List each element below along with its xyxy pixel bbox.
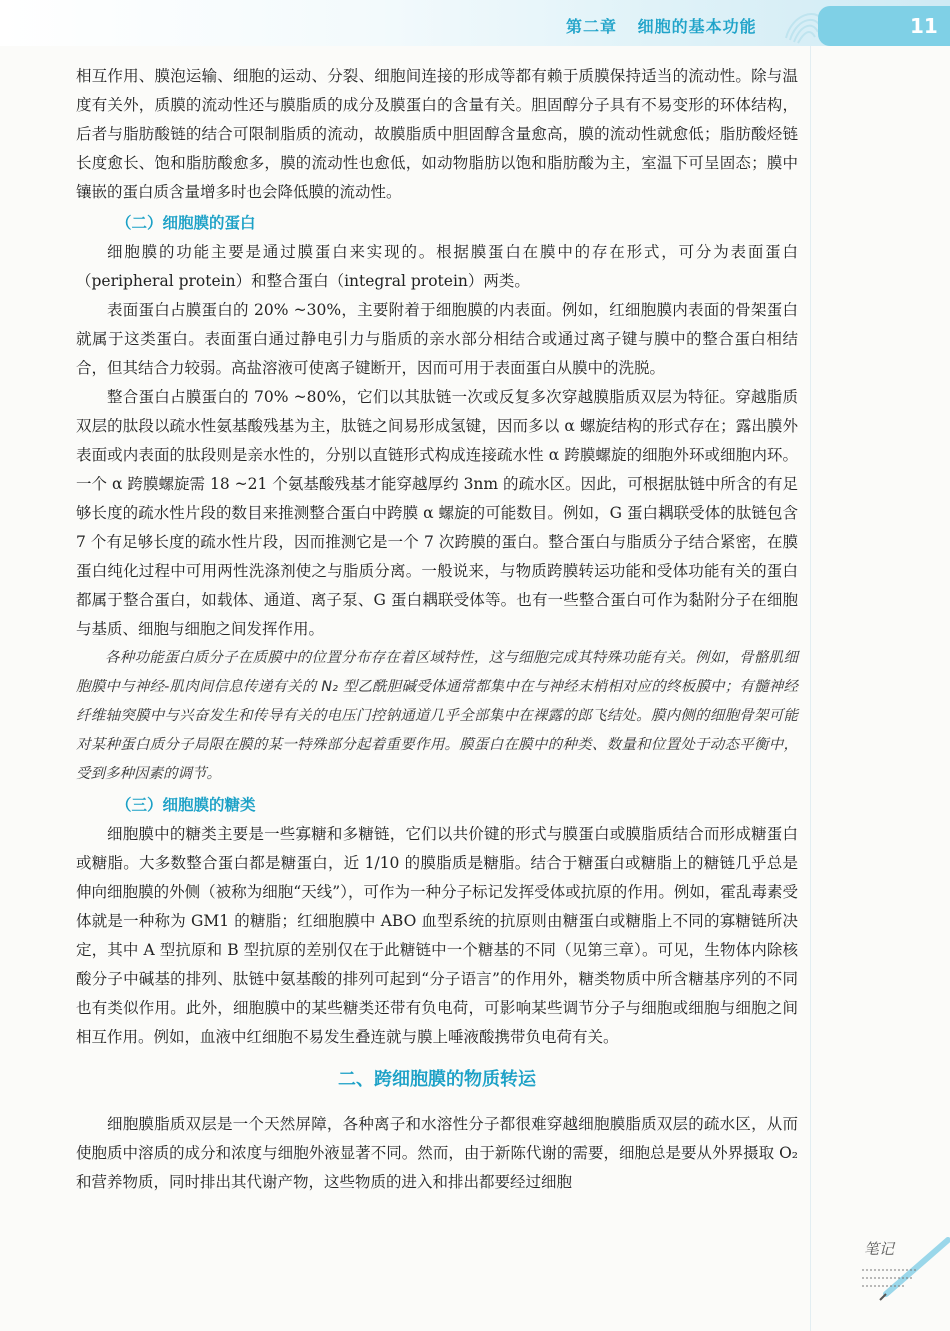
margin-divider (810, 46, 811, 1331)
chapter-header (566, 14, 757, 37)
notes-margin (856, 1232, 950, 1312)
chapter-title: 细胞的基本功能 (637, 17, 757, 36)
note-paragraph: 各种功能蛋白质分子在质膜中的位置分布存在着区域特性，这与细胞完成其特殊功能有关。例如，骨骼肌细胞膜中与神经-肌肉间信息传递有关的 N₂ 型乙酰胆碱受体通常都集中在与神经末梢相对应的终板膜中；有髓神经纤维轴突膜中与兴奋发生和传导有关的电压门控钠通道几乎全部集中在裸露的郎飞结处。膜内侧的细胞骨架可能对某种蛋白质分子局限在膜的某一特殊部分起着重要作用。膜蛋白在膜中的种类、数量和位置处于动态平衡中，受到多种因素的调节。 (76, 650, 798, 782)
page-number-badge: 11 (818, 6, 950, 46)
paragraph: 细胞膜脂质双层是一个天然屏障，各种离子和水溶性分子都很难穿越细胞膜脂质双层的疏水区，从而使胞质中溶质的成分和浓度与细胞外液显著不同。然而，由于新陈代谢的需要，细胞总是要从外界摄取 O₂ 和营养物质，同时排出其代谢产物，这些物质的进入和排出都要经过细胞 (76, 1115, 798, 1191)
subsection-heading-proteins: （二）细胞膜的蛋白 (116, 214, 256, 232)
paragraph: 细胞膜中的糖类主要是一些寡糖和多糖链，它们以共价键的形式与膜蛋白或膜脂质结合而形成糖蛋白或糖脂。大多数整合蛋白都是糖蛋白，近 1/10 的膜脂质是糖脂。结合于糖蛋白或糖脂上的糖链几乎总是伸向细胞膜的外侧（被称为细胞“天线”），可作为一种分子标记发挥受体或抗原的作用。例如，霍乱毒素受体就是一种称为 GM1 的糖脂；红细胞膜中 ABO 血型系统的抗原则由糖蛋白或糖脂上不同的寡糖链所决定，其中 A 型抗原和 B 型抗原的差别仅在于此糖链中一个糖基的不同（见第三章）。可见，生物体内除核酸分子中碱基的排列、肽链中氨基酸的排列可起到“分子语言”的作用外，糖类物质中所含糖基序列的不同也有类似作用。此外，细胞膜中的某些糖类还带有负电荷，可影响某些调节分子与细胞或细胞与细胞之间相互作用。例如，血液中红细胞不易发生叠连就与膜上唾液酸携带负电荷有关。 (76, 825, 798, 1046)
paragraph: 细胞膜的功能主要是通过膜蛋白来实现的。根据膜蛋白在膜中的存在形式，可分为表面蛋白（peripheral protein）和整合蛋白（integral protein）两类。 (76, 243, 798, 290)
notes-label: 笔记 (864, 1240, 895, 1258)
paragraph: 整合蛋白占膜蛋白的 70% ~80%，它们以其肽链一次或反复多次穿越膜脂质双层为特征。穿越脂质双层的肽段以疏水性氨基酸残基为主，肽链之间易形成氢键，因而多以 α 螺旋结构的形式存在；露出膜外表面或内表面的肽段则是亲水性的，分别以直链形式构成连接疏水性 α 跨膜螺旋的细胞外环或细胞内环。一个 α 跨膜螺旋需 18 ~21 个氨基酸残基才能穿越厚约 3nm 的疏水区。因此，可根据肽链中所含的有足够长度的疏水性片段的数目来推测整合蛋白中跨膜 α 螺旋的可能数目。例如，G 蛋白耦联受体的肽链包含 7 个有足够长度的疏水性片段，因而推测它是一个 7 次跨膜的蛋白。整合蛋白与脂质分子结合紧密，在膜蛋白纯化过程中可用两性洗涤剂使之与脂质分离。一般说来，与物质跨膜转运功能和受体功能有关的蛋白都属于整合蛋白，如载体、通道、离子泵、G 蛋白耦联受体等。也有一些整合蛋白可作为黏附分子在细胞与基质、细胞与细胞之间发挥作用。 (76, 388, 798, 638)
chapter-number: 第二章 (566, 17, 618, 36)
section-heading: 二、跨细胞膜的物质转运 (338, 1069, 536, 1090)
paragraph: 相互作用、膜泡运输、细胞的运动、分裂、细胞间连接的形成等都有赖于质膜保持适当的流动性。除与温度有关外，质膜的流动性还与膜脂质的成分及膜蛋白的含量有关。胆固醇分子具有不易变形的环体结构，后者与脂肪酸链的结合可限制脂质的流动，故膜脂质中胆固醇含量愈高，膜的流动性就愈低；脂肪酸烃链长度愈长、饱和脂肪酸愈多，膜的流动性也愈低，如动物脂肪以饱和脂肪酸为主，室温下可呈固态；膜中镶嵌的蛋白质含量增多时也会降低膜的流动性。 (76, 67, 798, 201)
paragraph: 表面蛋白占膜蛋白的 20% ~30%，主要附着于细胞膜的内表面。例如，红细胞膜内表面的骨架蛋白就属于这类蛋白。表面蛋白通过静电引力与脂质的亲水部分相结合或通过离子键与膜中的整合蛋白相结合，但其结合力较弱。高盐溶液可使离子键断开，因而可用于表面蛋白从膜中的洗脱。 (76, 301, 798, 377)
subsection-heading-carbohydrates: （三）细胞膜的糖类 (116, 796, 256, 814)
page-body (76, 62, 798, 1197)
